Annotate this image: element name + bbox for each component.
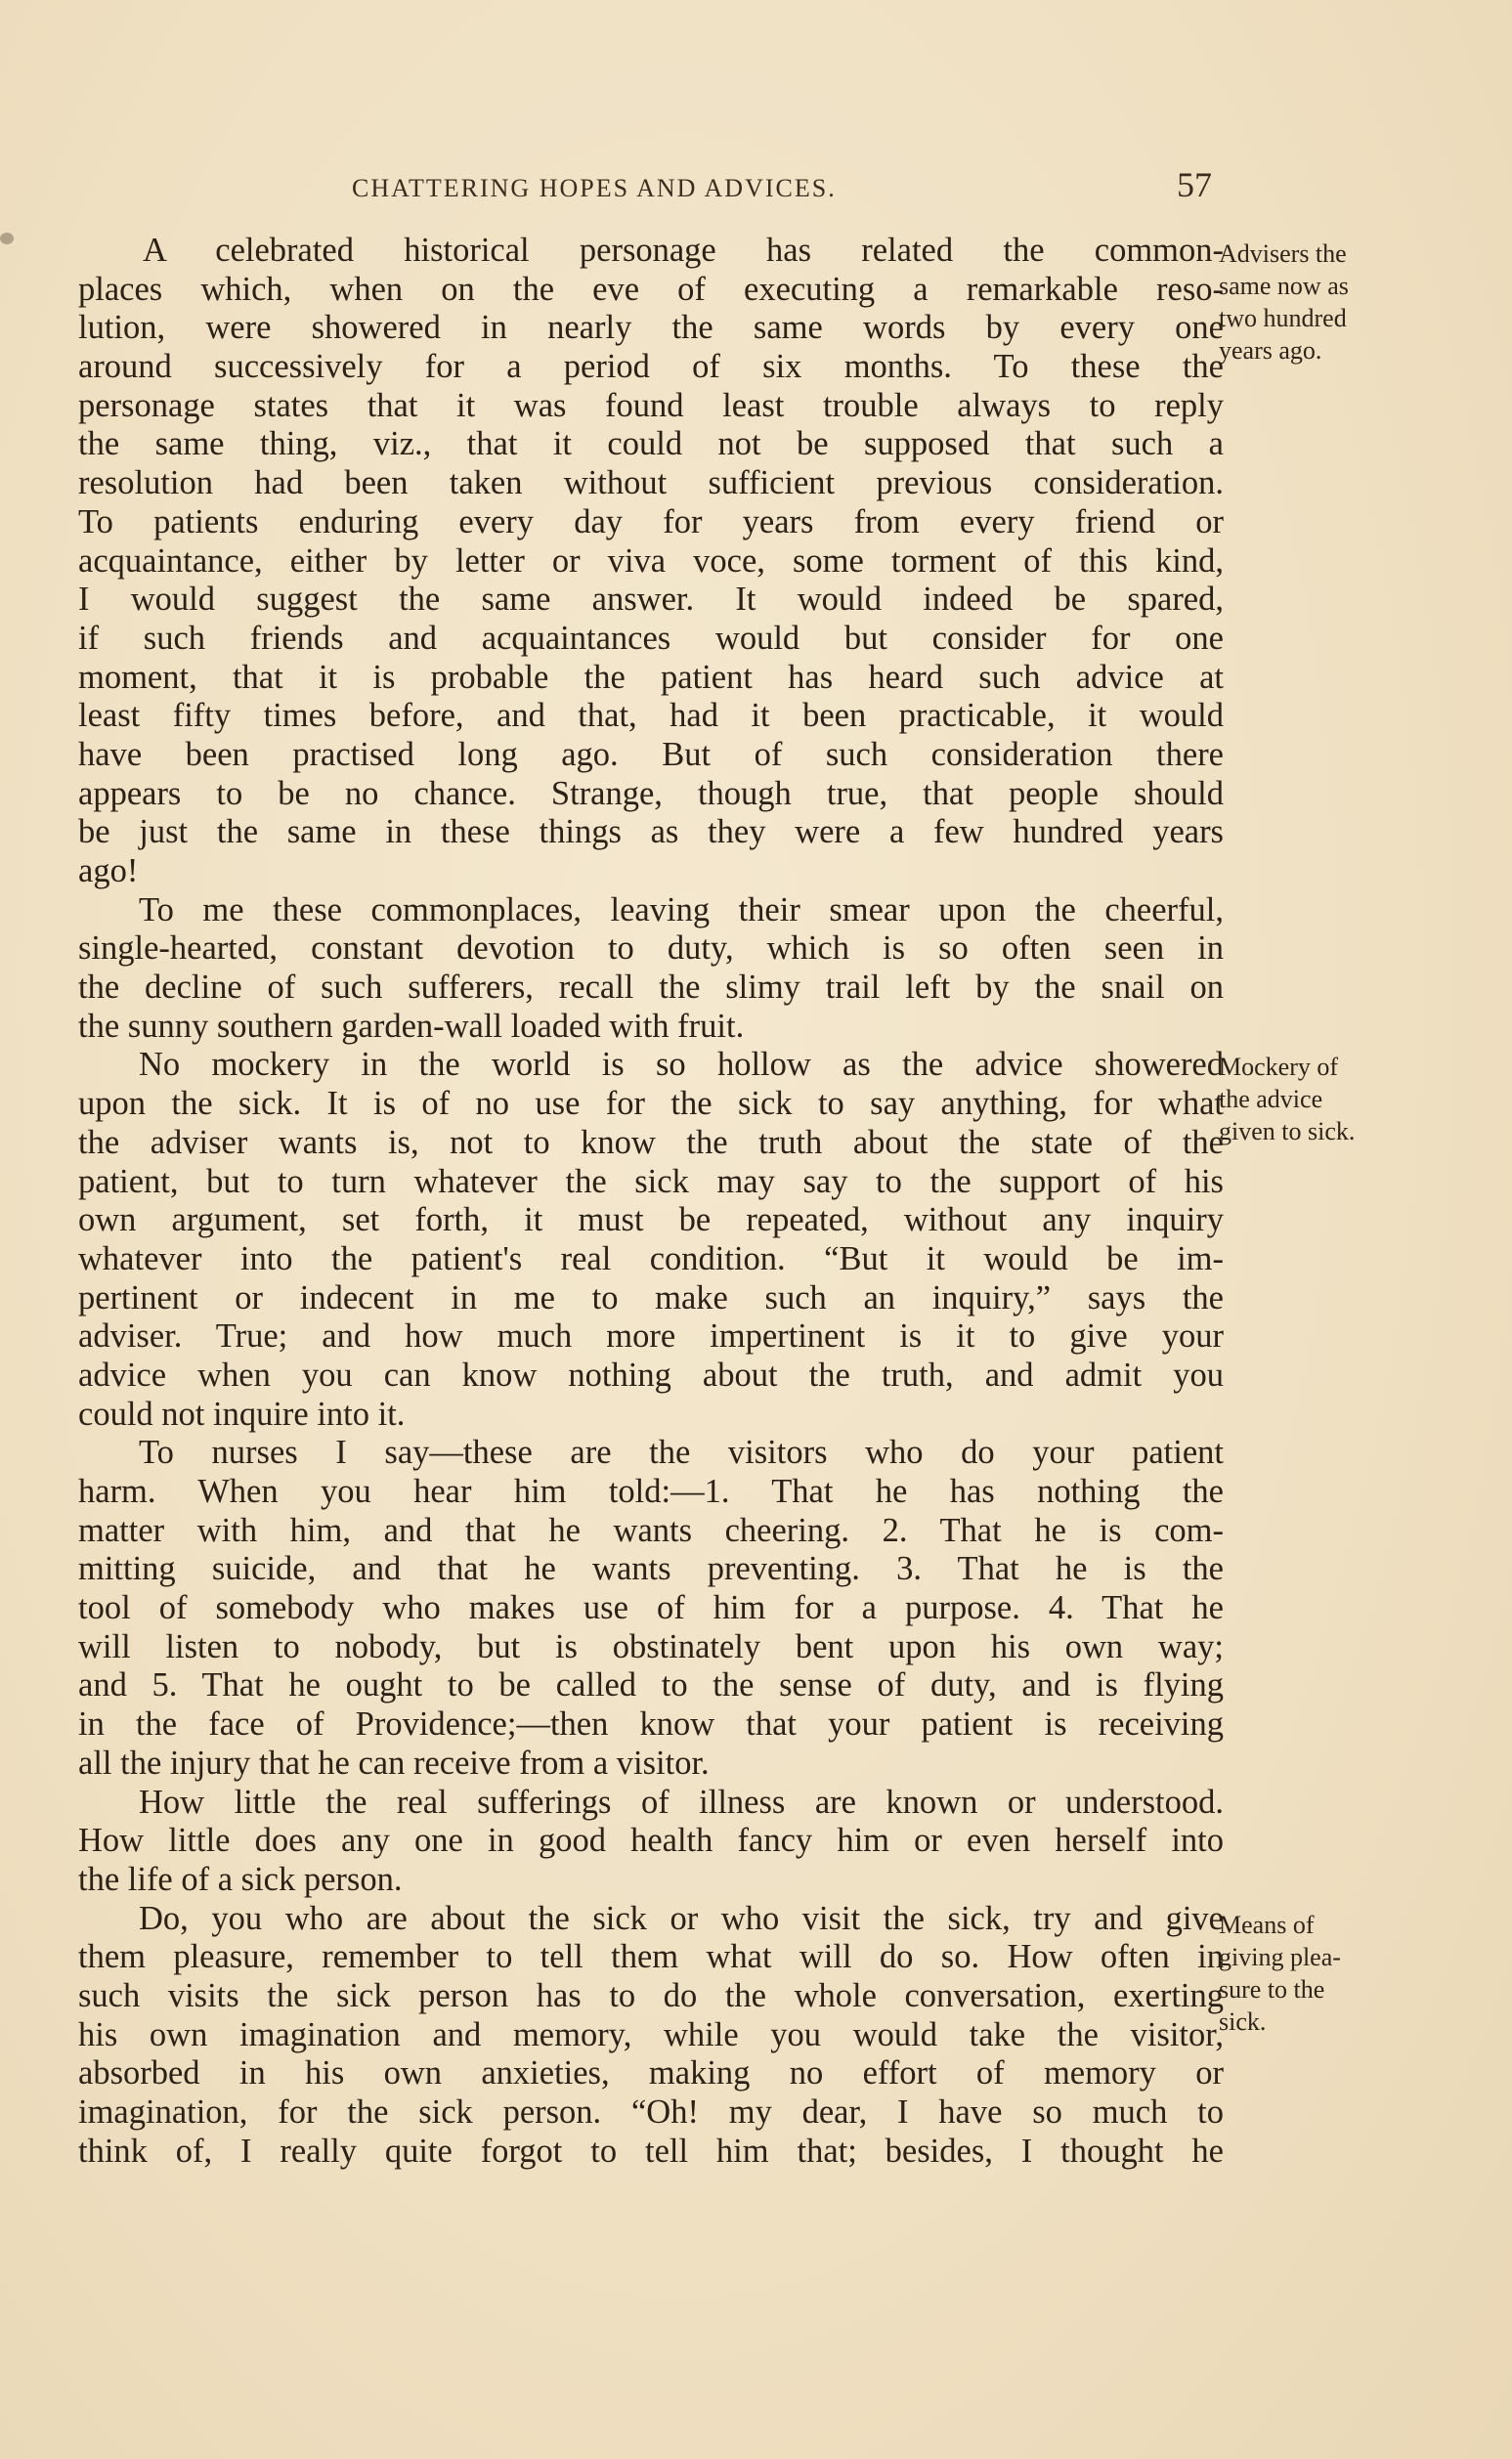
text-line: I would suggest the same answer. It would indeed be spared, <box>78 581 1224 619</box>
margin-note-line: sure to the <box>1219 1975 1325 2004</box>
body-text <box>78 232 1224 2171</box>
text-line: matter with him, and that he wants cheering. 2. That he is com- <box>78 1511 1224 1549</box>
text-line: How little does any one in good health fancy him or even herself into <box>78 1822 1224 1860</box>
text-line: the life of a sick person. <box>78 1860 403 1898</box>
page-number: 57 <box>1177 165 1212 204</box>
running-title: CHATTERING HOPES AND ADVICES. <box>352 174 837 202</box>
text-line: if such friends and acquaintances would but consider for one <box>78 619 1224 657</box>
text-line: To me these commonplaces, leaving their smear upon the cheerful, <box>139 890 1224 928</box>
text-line: appears to be no chance. Strange, though true, that people should <box>78 774 1224 812</box>
text-line: How little the real sufferings of illness are known or understood. <box>139 1783 1224 1821</box>
text-line: patient, but to turn whatever the sick may say to the support of his <box>78 1162 1224 1200</box>
text-line: own argument, set forth, it must be repeated, without any inquiry <box>78 1201 1224 1239</box>
text-line: Do, you who are about the sick or who visit the sick, try and give <box>139 1899 1224 1937</box>
text-line: have been practised long ago. But of such consideration there <box>78 735 1224 773</box>
text-line: in the face of Providence;—then know that your patient is receiving <box>78 1705 1224 1744</box>
text-line: tool of somebody who makes use of him for a purpose. 4. That he <box>78 1589 1224 1627</box>
margin-note-line: same now as <box>1219 272 1349 300</box>
text-line: A celebrated historical personage has related the common- <box>143 232 1224 269</box>
text-line: all the injury that he can receive from a visitor. <box>78 1744 710 1782</box>
text-line: resolution had been taken without sufficient previous consideration. <box>78 464 1224 502</box>
margin-note-line: Means of <box>1219 1911 1315 1939</box>
text-line: absorbed in his own anxieties, making no effort of memory or <box>78 2054 1224 2092</box>
margin-note-line: Mockery of <box>1219 1053 1339 1081</box>
text-line: adviser. True; and how much more impertinent is it to give your <box>78 1317 1224 1356</box>
text-line: moment, that it is probable the patient has heard such advice at <box>78 658 1224 696</box>
text-line: ago! <box>78 852 139 889</box>
margin-note-mockery <box>1219 1051 1473 1147</box>
text-line: the sunny southern garden-wall loaded with fruit. <box>78 1007 745 1045</box>
margin-note-line: two hundred <box>1219 304 1347 332</box>
margin-note-means <box>1219 1909 1473 2038</box>
gutter-stain <box>0 233 14 244</box>
text-line: the adviser wants is, not to know the truth about the state of the <box>78 1123 1224 1161</box>
text-line: harm. When you hear him told:—1. That he has nothing the <box>78 1473 1224 1510</box>
text-line: pertinent or indecent in me to make such an inquiry,” says the <box>78 1278 1224 1316</box>
margin-note-line: years ago. <box>1219 336 1322 365</box>
text-line: imagination, for the sick person. “Oh! my dear, I have so much to <box>78 2093 1224 2131</box>
text-line: them pleasure, remember to tell them what will do so. How often in <box>78 1938 1224 1976</box>
margin-note-line: Advisers the <box>1219 239 1347 268</box>
margin-note-line: given to sick. <box>1219 1117 1356 1145</box>
text-line: around successively for a period of six months. To these the <box>78 348 1224 386</box>
margin-note-advisers <box>1219 237 1473 367</box>
page-header <box>78 164 1212 213</box>
text-line: be just the same in these things as they were a few hundred years <box>78 813 1224 851</box>
text-line: and 5. That he ought to be called to the sense of duty, and is flying <box>78 1666 1224 1704</box>
text-line: acquaintance, either by letter or viva voce, some torment of this kind, <box>78 541 1224 580</box>
text-line: advice when you can know nothing about the truth, and admit you <box>78 1356 1224 1394</box>
text-line: To nurses I say—these are the visitors who do your patient <box>139 1434 1224 1472</box>
text-line: mitting suicide, and that he wants preventing. 3. That he is the <box>78 1550 1224 1588</box>
margin-note-line: the advice <box>1219 1085 1323 1113</box>
text-line: To patients enduring every day for years from every friend or <box>78 502 1224 540</box>
text-line: will listen to nobody, but is obstinately bent upon his own way; <box>78 1627 1224 1665</box>
text-line: his own imagination and memory, while you would take the visitor, <box>78 2015 1224 2053</box>
text-line: single-hearted, constant devotion to duty, which is so often seen in <box>78 929 1224 968</box>
text-line: least fifty times before, and that, had it been practicable, it would <box>78 697 1224 735</box>
text-line: think of, I really quite forgot to tell him that; besides, I thought he <box>78 2132 1224 2170</box>
text-line: could not inquire into it. <box>78 1395 406 1433</box>
margin-note-line: giving plea- <box>1219 1943 1341 1971</box>
text-line: whatever into the patient's real condition. “But it would be im- <box>78 1239 1224 1277</box>
text-line: No mockery in the world is so hollow as the advice showered <box>139 1046 1224 1084</box>
text-line: personage states that it was found least trouble always to reply <box>78 386 1224 424</box>
margin-note-line: sick. <box>1219 2007 1267 2036</box>
text-line: the decline of such sufferers, recall the slimy trail left by the snail on <box>78 969 1224 1007</box>
text-line: places which, when on the eve of executing a remarkable reso- <box>78 270 1224 308</box>
text-line: the same thing, viz., that it could not be supposed that such a <box>78 425 1224 463</box>
text-line: upon the sick. It is of no use for the sick to say anything, for what <box>78 1085 1224 1123</box>
text-line: lution, were showered in nearly the same words by every one <box>78 309 1224 347</box>
text-line: such visits the sick person has to do the whole conversation, exerting <box>78 1976 1224 2014</box>
